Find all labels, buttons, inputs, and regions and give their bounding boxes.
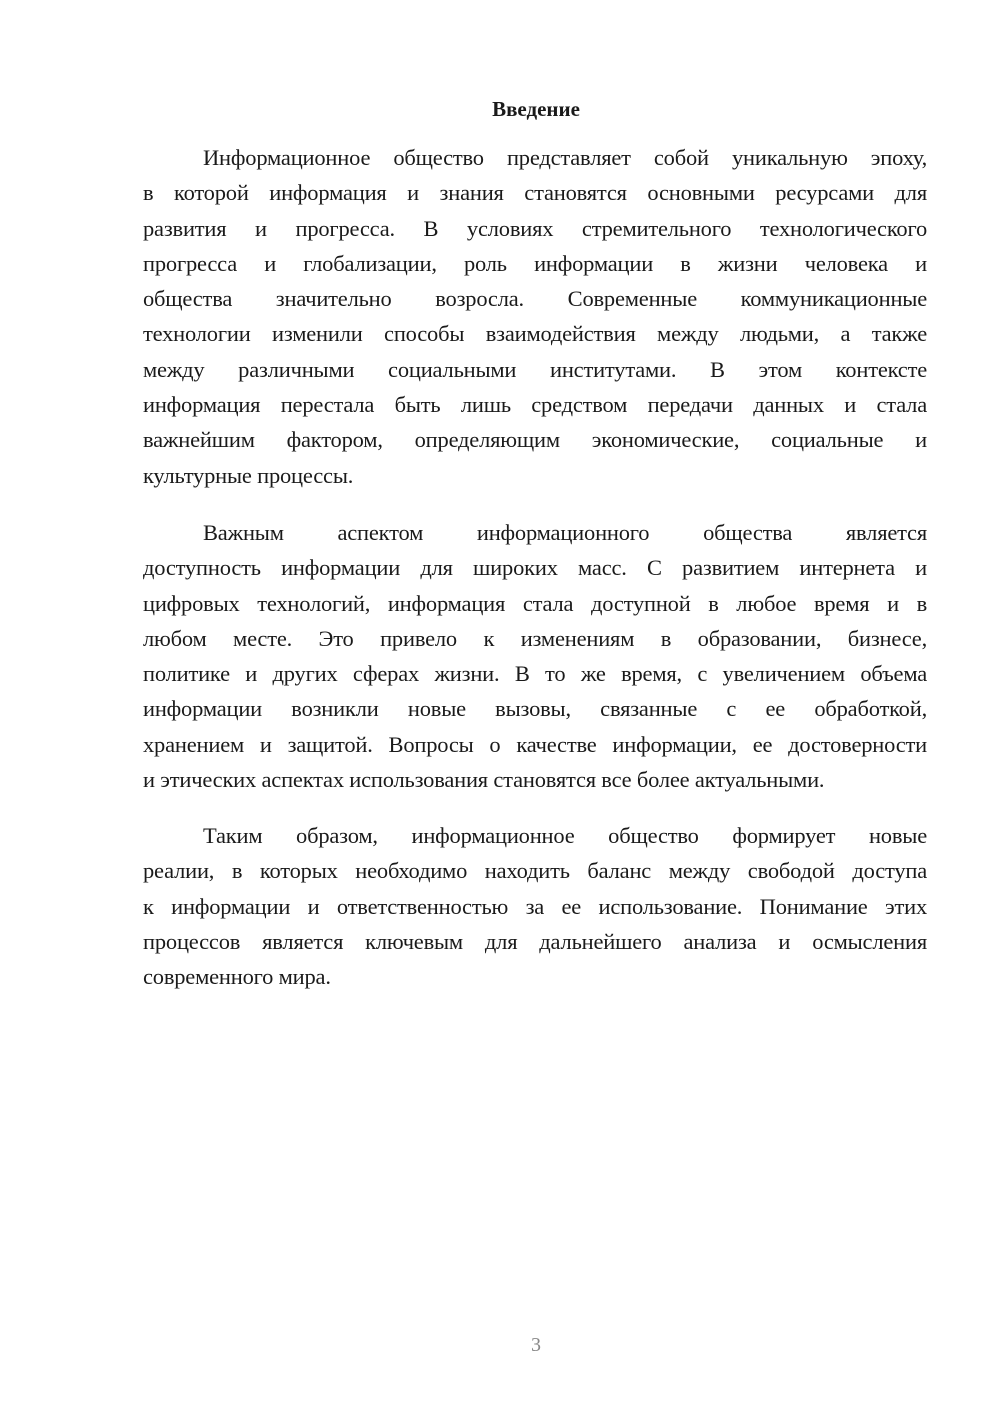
text-line: между различными социальными институтами. В этом контексте — [143, 356, 927, 382]
page-number: 3 — [531, 1334, 541, 1356]
text-line: реалии, в которых необходимо находить баланс между свободой доступа — [143, 858, 927, 884]
text-line: процессов является ключевым для дальнейшего анализа и осмысления — [143, 928, 927, 954]
text-line: хранением и защитой. Вопросы о качестве информации, ее достоверности — [143, 731, 927, 757]
text-line: общества значительно возросла. Современные коммуникационные — [143, 286, 927, 312]
text-line: к информации и ответственностью за ее использование. Понимание этих — [143, 893, 927, 919]
text-line: современного мира. — [143, 964, 331, 990]
text-line: любом месте. Это привело к изменениям в образовании, бизнесе, — [143, 625, 927, 651]
paragraph-3 — [143, 818, 927, 994]
text-line: в которой информация и знания становятся основными ресурсами для — [143, 180, 927, 206]
text-line: Важным аспектом информационного общества является — [203, 520, 927, 545]
text-line: Таким образом, информационное общество формирует новые — [203, 823, 927, 848]
paragraph-2 — [143, 515, 927, 797]
text-line: информация перестала быть лишь средством передачи данных и стала — [143, 392, 927, 418]
text-line: технологии изменили способы взаимодействия между людьми, а также — [143, 321, 927, 347]
text-line: важнейшим фактором, определяющим экономические, социальные и — [143, 427, 927, 453]
text-line: доступность информации для широких масс. С развитием интернета и — [143, 555, 927, 581]
text-line: культурные процессы. — [143, 462, 354, 488]
text-line: развития и прогресса. В условиях стремительного технологического — [143, 215, 927, 241]
section-title: Введение — [492, 97, 580, 121]
text-line: и этических аспектах использования становятся все более актуальными. — [143, 767, 825, 793]
text-line: прогресса и глобализации, роль информации в жизни человека и — [143, 250, 927, 276]
text-line: цифровых технологий, информация стала доступной в любое время и в — [143, 590, 927, 616]
text-line: политике и других сферах жизни. В то же время, с увеличением объема — [143, 661, 927, 687]
text-line: информации возникли новые вызовы, связанные с ее обработкой, — [143, 696, 927, 722]
text-line: Информационное общество представляет собой уникальную эпоху, — [203, 145, 927, 170]
paragraph-1 — [143, 140, 927, 493]
